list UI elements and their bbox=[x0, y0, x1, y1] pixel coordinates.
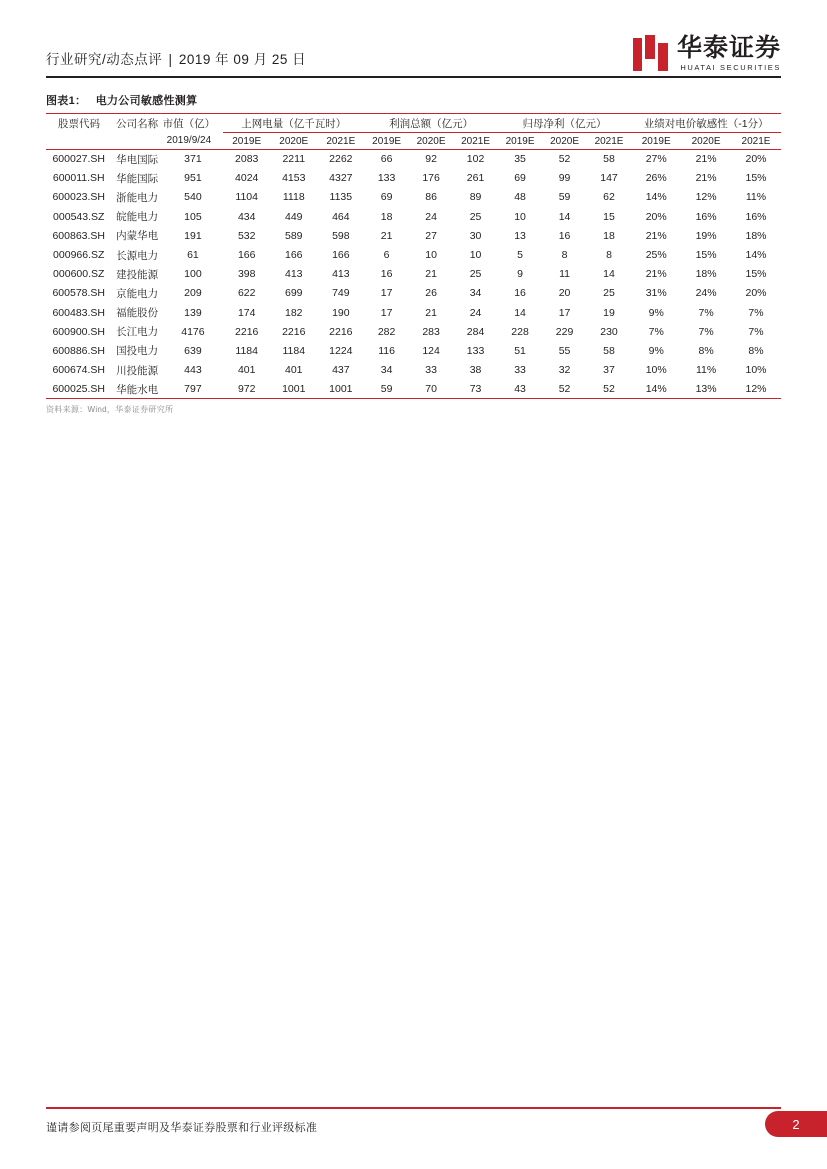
logo-bars-icon bbox=[633, 35, 669, 71]
table-row bbox=[46, 245, 781, 264]
cell-net-2021: 15 bbox=[603, 210, 615, 223]
cell-sens-2021: 14% bbox=[745, 249, 767, 262]
logo-text bbox=[676, 32, 781, 72]
group-header-price-sensitivity: 业绩对电价敏感性（-1分） bbox=[631, 114, 781, 133]
table-row bbox=[46, 207, 781, 226]
footer-disclaimer: 谨请参阅页尾重要声明及华泰证券股票和行业评级标准 bbox=[46, 1122, 318, 1134]
cell-net-2021: 18 bbox=[603, 229, 615, 242]
cell-net-2019: 16 bbox=[514, 287, 526, 300]
cell-net-2019: 14 bbox=[514, 306, 526, 319]
cell-stock-code: 600483.SH bbox=[52, 306, 106, 319]
cell-output-2019: 2083 bbox=[235, 153, 259, 166]
cell-output-2019: 972 bbox=[237, 383, 256, 396]
cell-output-2020: 413 bbox=[285, 268, 303, 281]
table-row bbox=[46, 322, 781, 341]
cell-output-2021: 166 bbox=[332, 249, 350, 262]
cell-output-2021: 1135 bbox=[329, 191, 353, 204]
cell-output-2019: 1184 bbox=[235, 344, 258, 357]
cell-net-2020: 59 bbox=[558, 191, 571, 204]
cell-net-2020: 11 bbox=[559, 268, 570, 281]
cell-net-2021: 58 bbox=[603, 153, 615, 166]
cell-net-2021: 52 bbox=[603, 383, 615, 396]
cell-sens-2021: 12% bbox=[745, 383, 767, 396]
exhibit-label: 图表1： bbox=[46, 95, 87, 107]
cell-output-2021: 4327 bbox=[329, 172, 353, 185]
cell-net-2020: 14 bbox=[558, 210, 571, 223]
cell-output-2020: 4153 bbox=[282, 172, 306, 185]
cell-profit-2021: 284 bbox=[466, 325, 485, 338]
cell-output-2019: 166 bbox=[237, 249, 256, 262]
header-meta bbox=[46, 48, 306, 68]
exhibit-block bbox=[46, 92, 781, 415]
cell-profit-2020: 92 bbox=[425, 153, 437, 166]
cell-profit-2020: 33 bbox=[425, 364, 437, 377]
cell-sens-2019: 9% bbox=[648, 306, 664, 319]
group-header-market-cap: 市值（亿） bbox=[163, 114, 224, 133]
cell-output-2021: 1224 bbox=[329, 344, 353, 357]
cell-profit-2019: 18 bbox=[380, 210, 393, 223]
subheader-13: 2020E bbox=[681, 133, 731, 150]
subheader-4: 2020E bbox=[270, 133, 317, 150]
cell-profit-2021: 25 bbox=[469, 210, 482, 223]
footer-divider bbox=[46, 1107, 781, 1109]
table-row bbox=[46, 188, 781, 207]
cell-output-2021: 2262 bbox=[329, 153, 353, 166]
header-divider bbox=[46, 76, 781, 78]
cell-profit-2019: 282 bbox=[377, 325, 396, 338]
cell-company-name: 华电国际 bbox=[116, 153, 159, 166]
table-row bbox=[46, 361, 781, 380]
group-header-total-profit: 利润总额（亿元） bbox=[364, 114, 497, 133]
cell-profit-2021: 73 bbox=[469, 383, 482, 396]
page-number-badge: 2 bbox=[765, 1111, 827, 1137]
cell-market-cap: 191 bbox=[184, 229, 202, 242]
cell-output-2019: 622 bbox=[237, 287, 256, 300]
subheader-10: 2020E bbox=[542, 133, 586, 150]
subheader-2: 2019/9/24 bbox=[163, 133, 224, 150]
cell-sens-2021: 20% bbox=[745, 287, 767, 300]
cell-market-cap: 540 bbox=[184, 191, 202, 204]
cell-output-2019: 532 bbox=[237, 229, 256, 242]
cell-profit-2020: 124 bbox=[422, 344, 440, 357]
cell-sens-2020: 13% bbox=[695, 383, 717, 396]
cell-profit-2019: 21 bbox=[380, 229, 393, 242]
group-header-power-output: 上网电量（亿千瓦时） bbox=[223, 114, 364, 133]
cell-profit-2020: 26 bbox=[425, 287, 437, 300]
brand-logo bbox=[633, 30, 781, 76]
cell-company-name: 国投电力 bbox=[116, 345, 159, 358]
cell-profit-2021: 30 bbox=[469, 229, 482, 242]
table-row bbox=[46, 226, 781, 245]
cell-sens-2019: 27% bbox=[645, 153, 667, 166]
page-footer bbox=[46, 1107, 800, 1141]
cell-sens-2020: 21% bbox=[695, 172, 717, 185]
table-row bbox=[46, 284, 781, 303]
cell-sens-2021: 15% bbox=[745, 172, 767, 185]
subheader-11: 2021E bbox=[587, 133, 631, 150]
cell-profit-2019: 17 bbox=[380, 306, 393, 319]
cell-output-2020: 1118 bbox=[282, 191, 305, 204]
table-header bbox=[46, 114, 781, 150]
cell-output-2021: 464 bbox=[332, 210, 350, 223]
cell-stock-code: 600578.SH bbox=[52, 287, 106, 300]
cell-output-2021: 598 bbox=[332, 229, 350, 242]
cell-sens-2021: 10% bbox=[745, 364, 767, 377]
cell-profit-2021: 38 bbox=[469, 364, 482, 377]
cell-market-cap: 443 bbox=[184, 364, 202, 377]
table-row bbox=[46, 303, 781, 322]
cell-stock-code: 600863.SH bbox=[52, 229, 106, 242]
cell-stock-code: 600886.SH bbox=[52, 344, 106, 357]
cell-net-2020: 16 bbox=[558, 229, 571, 242]
cell-sens-2019: 14% bbox=[645, 191, 667, 204]
cell-sens-2019: 10% bbox=[645, 364, 667, 377]
table-row bbox=[46, 341, 781, 360]
cell-sens-2019: 25% bbox=[645, 249, 667, 262]
cell-net-2020: 55 bbox=[558, 344, 571, 357]
exhibit-source: 资料来源：Wind，华泰证券研究所 bbox=[46, 405, 174, 415]
table-footer bbox=[46, 399, 781, 400]
cell-net-2021: 14 bbox=[603, 268, 615, 281]
cell-company-name: 建投能源 bbox=[116, 268, 159, 281]
cell-sens-2019: 31% bbox=[645, 287, 667, 300]
cell-output-2021: 2216 bbox=[329, 325, 353, 338]
cell-net-2020: 99 bbox=[558, 172, 571, 185]
cell-company-name: 京能电力 bbox=[116, 287, 159, 300]
cell-stock-code: 600674.SH bbox=[52, 364, 106, 377]
cell-net-2019: 35 bbox=[514, 153, 526, 166]
cell-output-2020: 449 bbox=[285, 210, 303, 223]
cell-output-2019: 434 bbox=[237, 210, 256, 223]
cell-stock-code: 600023.SH bbox=[52, 191, 106, 204]
subheader-6: 2019E bbox=[364, 133, 408, 150]
cell-profit-2020: 283 bbox=[422, 325, 440, 338]
cell-output-2019: 1104 bbox=[235, 191, 258, 204]
table-row bbox=[46, 265, 781, 284]
cell-company-name: 内蒙华电 bbox=[116, 230, 159, 243]
cell-net-2019: 9 bbox=[517, 268, 523, 281]
cell-stock-code: 600025.SH bbox=[52, 383, 106, 396]
group-header-net-profit: 归母净利（亿元） bbox=[498, 114, 631, 133]
subheader-8: 2021E bbox=[453, 133, 497, 150]
cell-net-2020: 17 bbox=[558, 306, 571, 319]
cell-sens-2020: 8% bbox=[698, 344, 714, 357]
cell-net-2019: 33 bbox=[514, 364, 526, 377]
cell-net-2020: 52 bbox=[558, 153, 571, 166]
cell-profit-2020: 24 bbox=[425, 210, 437, 223]
subheader-14: 2021E bbox=[731, 133, 781, 150]
cell-profit-2020: 176 bbox=[422, 172, 440, 185]
cell-stock-code: 600011.SH bbox=[52, 172, 105, 185]
header-date: 2019 年 09 月 25 日 bbox=[178, 52, 307, 67]
cell-output-2019: 2216 bbox=[235, 325, 259, 338]
cell-stock-code: 000600.SZ bbox=[53, 268, 105, 281]
cell-output-2020: 401 bbox=[285, 364, 303, 377]
cell-sens-2021: 16% bbox=[745, 210, 767, 223]
cell-profit-2020: 70 bbox=[425, 383, 437, 396]
cell-output-2021: 413 bbox=[332, 268, 350, 281]
cell-sens-2021: 7% bbox=[748, 306, 764, 319]
page-header bbox=[46, 30, 781, 82]
cell-sens-2020: 21% bbox=[695, 153, 717, 166]
cell-company-name: 川投能源 bbox=[116, 364, 159, 377]
cell-market-cap: 61 bbox=[187, 249, 199, 262]
cell-company-name: 福能股份 bbox=[116, 307, 159, 320]
cell-profit-2021: 24 bbox=[469, 306, 482, 319]
cell-profit-2021: 25 bbox=[469, 268, 482, 281]
cell-output-2020: 1184 bbox=[282, 344, 306, 357]
cell-net-2021: 147 bbox=[600, 172, 618, 185]
exhibit-title-text: 电力公司敏感性测算 bbox=[95, 95, 198, 107]
sensitivity-table bbox=[46, 113, 781, 399]
cell-profit-2021: 34 bbox=[469, 287, 482, 300]
cell-sens-2021: 20% bbox=[745, 153, 767, 166]
cell-market-cap: 371 bbox=[184, 153, 202, 166]
cell-sens-2021: 8% bbox=[748, 344, 764, 357]
subheader-0 bbox=[46, 133, 111, 150]
cell-market-cap: 951 bbox=[184, 172, 202, 185]
cell-profit-2021: 89 bbox=[469, 191, 482, 204]
cell-profit-2019: 59 bbox=[380, 383, 393, 396]
cell-company-name: 华能水电 bbox=[116, 383, 159, 396]
cell-profit-2020: 21 bbox=[425, 268, 437, 281]
cell-output-2020: 1001 bbox=[282, 383, 306, 396]
cell-net-2021: 230 bbox=[600, 325, 618, 338]
cell-profit-2020: 86 bbox=[425, 191, 437, 204]
subheader-5: 2021E bbox=[317, 133, 364, 150]
cell-net-2019: 13 bbox=[514, 229, 526, 242]
cell-net-2020: 32 bbox=[558, 364, 571, 377]
cell-market-cap: 639 bbox=[184, 344, 202, 357]
cell-market-cap: 797 bbox=[184, 383, 202, 396]
cell-profit-2019: 116 bbox=[378, 344, 395, 357]
cell-sens-2020: 18% bbox=[695, 268, 717, 281]
group-header-company-name: 公司名称 bbox=[111, 114, 162, 133]
cell-profit-2019: 17 bbox=[380, 287, 393, 300]
group-header-stock-code: 股票代码 bbox=[46, 114, 111, 133]
cell-net-2019: 10 bbox=[514, 210, 526, 223]
cell-profit-2021: 261 bbox=[466, 172, 485, 185]
table-subheader-row bbox=[46, 133, 781, 150]
cell-profit-2021: 133 bbox=[466, 344, 485, 357]
cell-net-2019: 48 bbox=[514, 191, 526, 204]
cell-company-name: 皖能电力 bbox=[116, 211, 159, 224]
cell-output-2021: 1001 bbox=[329, 383, 353, 396]
subheader-3: 2019E bbox=[223, 133, 270, 150]
cell-stock-code: 000543.SZ bbox=[53, 210, 105, 223]
subheader-7: 2020E bbox=[409, 133, 453, 150]
cell-company-name: 华能国际 bbox=[116, 172, 159, 185]
cell-net-2020: 8 bbox=[561, 249, 568, 262]
table-row bbox=[46, 169, 781, 188]
cell-sens-2019: 9% bbox=[648, 344, 664, 357]
cell-output-2020: 2211 bbox=[282, 153, 306, 166]
cell-output-2020: 699 bbox=[285, 287, 303, 300]
table-row bbox=[46, 380, 781, 399]
cell-output-2021: 190 bbox=[332, 306, 350, 319]
cell-sens-2019: 21% bbox=[645, 268, 667, 281]
cell-net-2020: 20 bbox=[558, 287, 571, 300]
cell-stock-code: 000966.SZ bbox=[53, 249, 105, 262]
cell-net-2021: 19 bbox=[603, 306, 615, 319]
subheader-12: 2019E bbox=[631, 133, 681, 150]
cell-profit-2019: 16 bbox=[380, 268, 393, 281]
header-category: 行业研究/动态点评 bbox=[46, 52, 163, 67]
cell-sens-2020: 24% bbox=[695, 287, 717, 300]
cell-profit-2019: 6 bbox=[383, 249, 390, 262]
cell-sens-2020: 15% bbox=[695, 249, 717, 262]
cell-stock-code: 600900.SH bbox=[52, 325, 106, 338]
logo-name-cn: 华泰证券 bbox=[676, 32, 781, 62]
cell-sens-2020: 7% bbox=[698, 325, 714, 338]
cell-output-2020: 589 bbox=[285, 229, 303, 242]
cell-output-2020: 2216 bbox=[282, 325, 306, 338]
cell-output-2020: 182 bbox=[285, 306, 303, 319]
cell-net-2021: 58 bbox=[603, 344, 615, 357]
cell-sens-2019: 20% bbox=[645, 210, 667, 223]
cell-net-2021: 25 bbox=[603, 287, 615, 300]
cell-company-name: 长江电力 bbox=[116, 326, 159, 339]
cell-market-cap: 4176 bbox=[181, 325, 205, 338]
subheader-9: 2019E bbox=[498, 133, 542, 150]
cell-sens-2021: 15% bbox=[745, 268, 767, 281]
cell-profit-2020: 21 bbox=[425, 306, 437, 319]
cell-sens-2021: 18% bbox=[745, 229, 767, 242]
cell-output-2021: 437 bbox=[332, 364, 350, 377]
cell-net-2021: 62 bbox=[603, 191, 615, 204]
cell-market-cap: 209 bbox=[184, 287, 202, 300]
cell-sens-2020: 7% bbox=[698, 306, 714, 319]
cell-company-name: 长源电力 bbox=[116, 249, 159, 262]
cell-output-2020: 166 bbox=[285, 249, 303, 262]
logo-name-en: HUATAI SECURITIES bbox=[680, 62, 781, 72]
cell-net-2020: 229 bbox=[555, 325, 574, 338]
cell-output-2019: 174 bbox=[237, 306, 256, 319]
cell-sens-2021: 7% bbox=[748, 325, 764, 338]
cell-stock-code: 600027.SH bbox=[52, 153, 106, 166]
cell-profit-2021: 102 bbox=[466, 153, 485, 166]
cell-sens-2020: 19% bbox=[695, 229, 717, 242]
cell-sens-2019: 7% bbox=[648, 325, 664, 338]
cell-profit-2019: 34 bbox=[380, 364, 393, 377]
cell-sens-2021: 11% bbox=[745, 191, 767, 204]
cell-sens-2019: 21% bbox=[645, 229, 667, 242]
header-separator: | bbox=[168, 52, 173, 67]
cell-output-2019: 398 bbox=[237, 268, 256, 281]
cell-market-cap: 139 bbox=[184, 306, 202, 319]
cell-net-2019: 228 bbox=[511, 325, 529, 338]
table-body bbox=[46, 150, 781, 399]
table-group-header-row bbox=[46, 114, 781, 133]
cell-sens-2020: 11% bbox=[695, 364, 717, 377]
cell-net-2021: 37 bbox=[603, 364, 615, 377]
subheader-1 bbox=[111, 133, 162, 150]
cell-profit-2019: 69 bbox=[380, 191, 393, 204]
cell-profit-2020: 10 bbox=[425, 249, 437, 262]
exhibit-title bbox=[46, 92, 781, 108]
cell-net-2019: 5 bbox=[517, 249, 523, 262]
cell-company-name: 浙能电力 bbox=[116, 191, 159, 204]
cell-sens-2019: 26% bbox=[645, 172, 667, 185]
cell-market-cap: 100 bbox=[184, 268, 202, 281]
cell-output-2019: 401 bbox=[237, 364, 256, 377]
table-row bbox=[46, 150, 781, 169]
cell-output-2019: 4024 bbox=[235, 172, 259, 185]
cell-sens-2020: 16% bbox=[695, 210, 717, 223]
cell-profit-2019: 133 bbox=[377, 172, 396, 185]
cell-net-2019: 43 bbox=[514, 383, 526, 396]
cell-sens-2020: 12% bbox=[695, 191, 717, 204]
cell-profit-2020: 27 bbox=[425, 229, 437, 242]
cell-output-2021: 749 bbox=[332, 287, 350, 300]
cell-profit-2019: 66 bbox=[380, 153, 393, 166]
cell-profit-2021: 10 bbox=[469, 249, 482, 262]
cell-net-2020: 52 bbox=[558, 383, 571, 396]
cell-net-2019: 69 bbox=[514, 172, 526, 185]
cell-sens-2019: 14% bbox=[645, 383, 667, 396]
table-bottom-rule bbox=[46, 399, 781, 400]
cell-market-cap: 105 bbox=[184, 210, 202, 223]
cell-net-2021: 8 bbox=[606, 249, 612, 262]
cell-net-2019: 51 bbox=[514, 344, 526, 357]
